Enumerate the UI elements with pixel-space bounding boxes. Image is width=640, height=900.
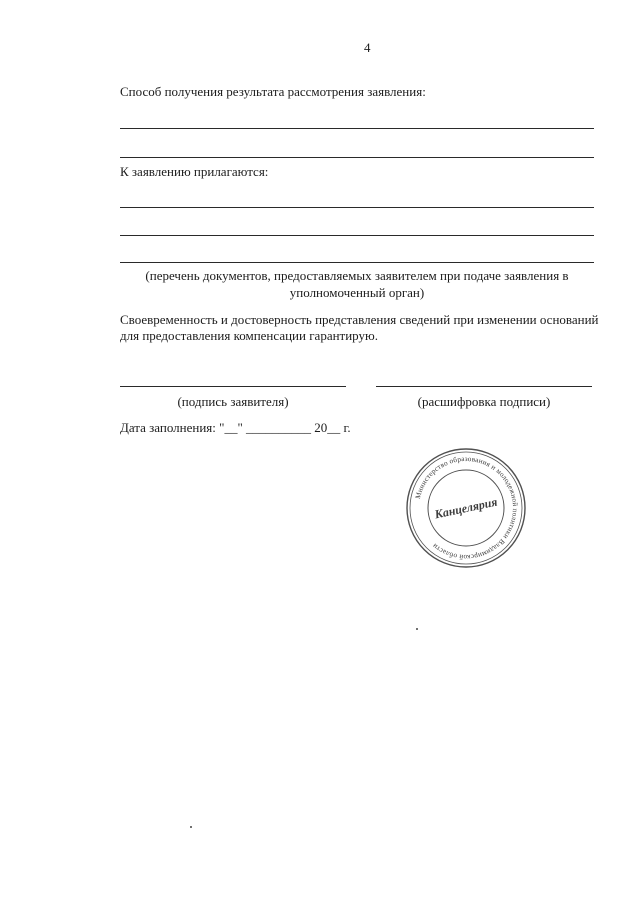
office-stamp xyxy=(404,446,528,570)
signature-decoding-line xyxy=(376,386,592,387)
documents-caption-line-1: (перечень документов, предоставляемых заявителем при подаче заявления в xyxy=(145,268,569,283)
page-number: 4 xyxy=(364,40,371,55)
stamp-center-text: Канцелярия xyxy=(433,494,499,522)
result-method-blank-line-2 xyxy=(120,157,594,158)
signature-caption: (подпись заявителя) xyxy=(177,394,289,409)
guarantee-text-line-2: для предоставления компенсации гарантирую. xyxy=(120,328,378,343)
date-of-completion: Дата заполнения: "__" __________ 20__ г. xyxy=(120,420,351,435)
attachments-blank-line-1 xyxy=(120,207,594,208)
guarantee-text-line-1: Своевременность и достоверность представления сведений при изменении оснований xyxy=(120,312,599,327)
result-method-blank-line-1 xyxy=(120,128,594,129)
scan-speck xyxy=(416,628,418,630)
attachments-label: К заявлению прилагаются: xyxy=(120,164,269,179)
stamp-ring-text: Министерство образования и молодежной политики Владимирской области xyxy=(413,454,520,562)
signature-decoding-caption: (расшифровка подписи) xyxy=(417,394,551,409)
result-method-label: Способ получения результата рассмотрения заявления: xyxy=(120,84,426,99)
signature-line xyxy=(120,386,346,387)
attachments-blank-line-3 xyxy=(120,262,594,263)
attachments-blank-line-2 xyxy=(120,235,594,236)
documents-caption-line-2: уполномоченный орган) xyxy=(289,285,425,300)
scan-speck xyxy=(190,826,192,828)
